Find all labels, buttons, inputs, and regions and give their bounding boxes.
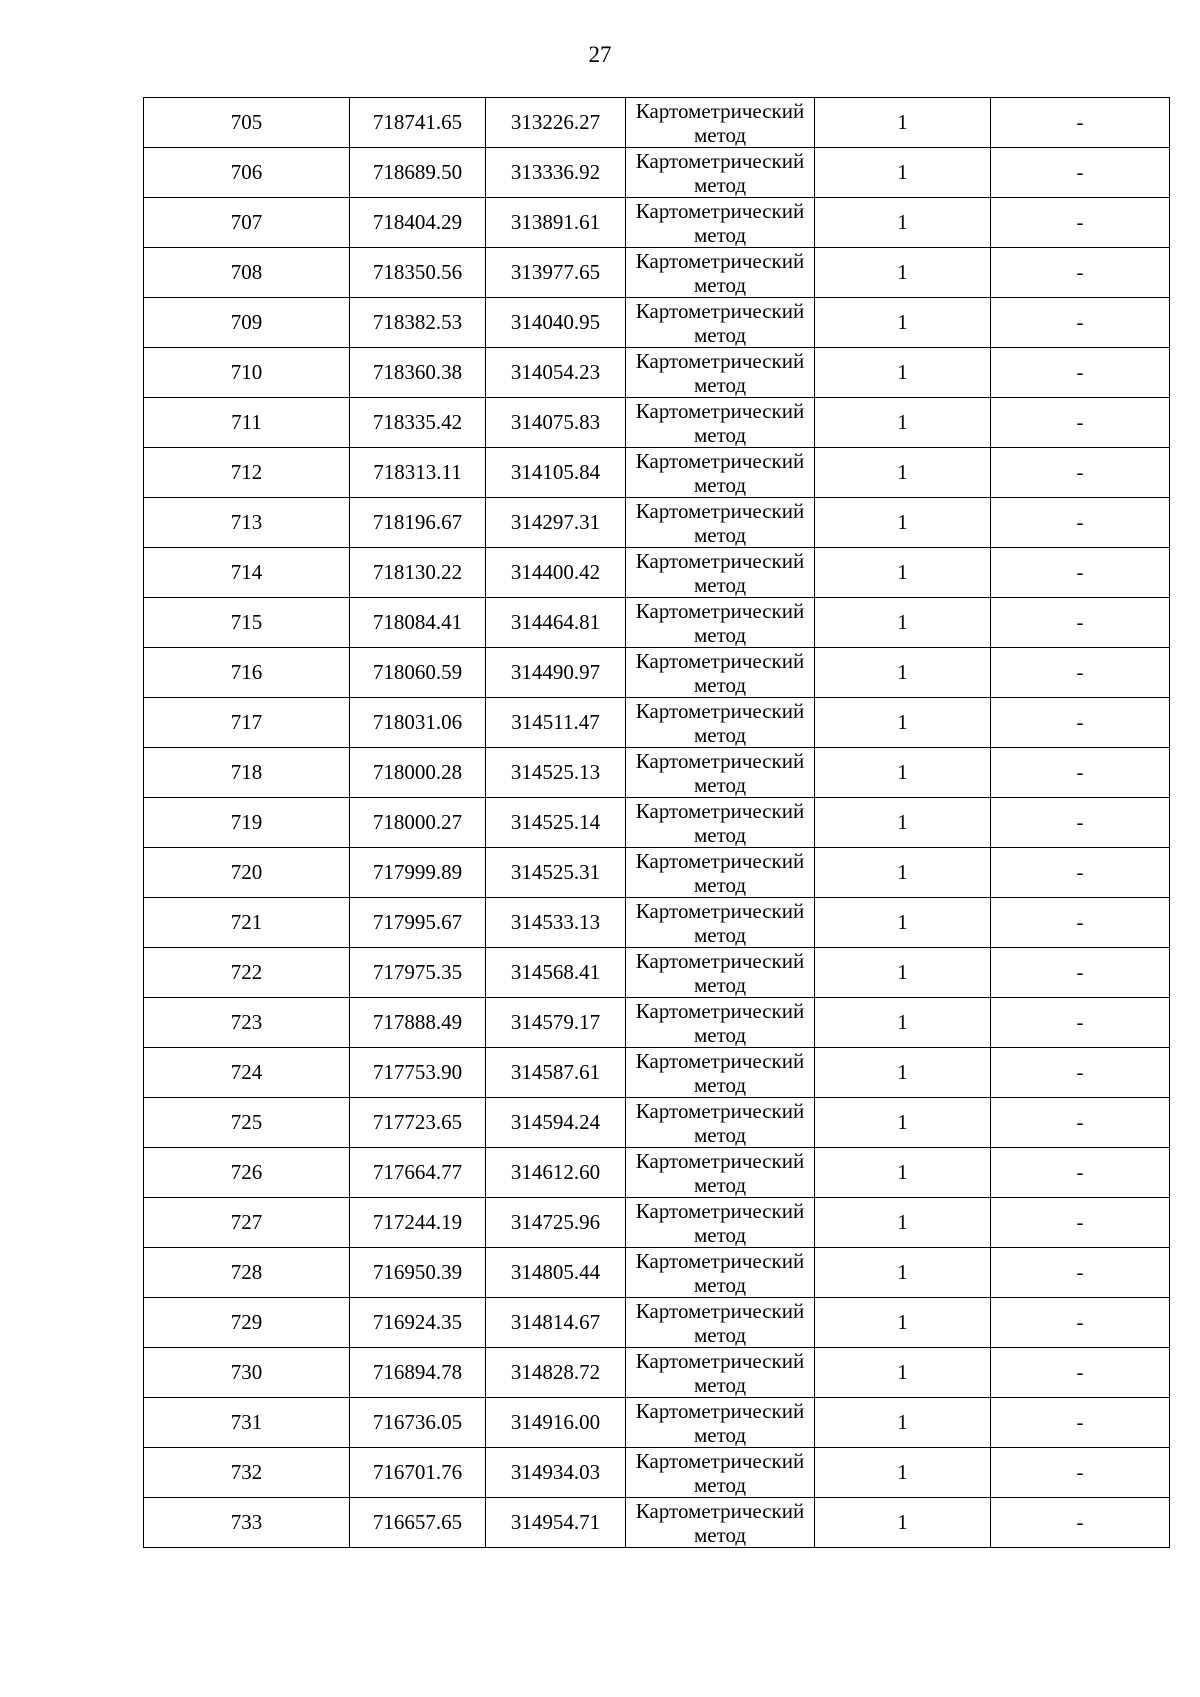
y-coordinate-cell: 314040.95 [486, 298, 626, 348]
note-cell: - [991, 698, 1170, 748]
note-cell: - [991, 1448, 1170, 1498]
method-cell [626, 1248, 815, 1298]
point-number-cell: 721 [144, 898, 350, 948]
table-row [144, 998, 1170, 1048]
table-row [144, 948, 1170, 998]
y-coordinate-cell: 314525.31 [486, 848, 626, 898]
y-coordinate-cell: 314934.03 [486, 1448, 626, 1498]
table-row [144, 1148, 1170, 1198]
x-coordinate-cell: 717888.49 [350, 998, 486, 1048]
method-line-1: Картометрический [635, 598, 805, 623]
y-coordinate-cell: 314725.96 [486, 1198, 626, 1248]
method-line-1: Картометрический [635, 998, 805, 1023]
method-line-2: метод [693, 772, 747, 797]
method-line-1: Картометрический [635, 98, 805, 123]
accuracy-cell: 1 [815, 148, 991, 198]
y-coordinate-cell: 314568.41 [486, 948, 626, 998]
accuracy-cell: 1 [815, 1348, 991, 1398]
method-line-2: метод [693, 122, 747, 147]
x-coordinate-cell: 718360.38 [350, 348, 486, 398]
page-number: 27 [588, 42, 612, 67]
method-line-2: метод [693, 622, 747, 647]
method-line-1: Картометрический [635, 898, 805, 923]
accuracy-cell: 1 [815, 1198, 991, 1248]
method-line-1: Картометрический [635, 498, 805, 523]
method-line-2: метод [693, 1372, 747, 1397]
table-row [144, 1098, 1170, 1148]
x-coordinate-cell: 716894.78 [350, 1348, 486, 1398]
point-number-cell: 726 [144, 1148, 350, 1198]
note-cell: - [991, 1398, 1170, 1448]
method-line-1: Картометрический [635, 698, 805, 723]
method-line-2: метод [693, 472, 747, 497]
point-number-cell: 705 [144, 98, 350, 148]
point-number-cell: 714 [144, 548, 350, 598]
method-cell [626, 398, 815, 448]
table-row [144, 98, 1170, 148]
note-cell: - [991, 98, 1170, 148]
table-row [144, 448, 1170, 498]
point-number-cell: 728 [144, 1248, 350, 1298]
table-row [144, 1448, 1170, 1498]
x-coordinate-cell: 718689.50 [350, 148, 486, 198]
method-line-1: Картометрический [635, 848, 805, 873]
x-coordinate-cell: 717995.67 [350, 898, 486, 948]
method-line-2: метод [693, 672, 747, 697]
point-number-cell: 732 [144, 1448, 350, 1498]
method-line-2: метод [693, 322, 747, 347]
method-line-1: Картометрический [635, 948, 805, 973]
x-coordinate-cell: 717723.65 [350, 1098, 486, 1148]
x-coordinate-cell: 718060.59 [350, 648, 486, 698]
x-coordinate-cell: 718404.29 [350, 198, 486, 248]
table-row [144, 1048, 1170, 1098]
point-number-cell: 731 [144, 1398, 350, 1448]
method-cell [626, 298, 815, 348]
y-coordinate-cell: 314511.47 [486, 698, 626, 748]
y-coordinate-cell: 313977.65 [486, 248, 626, 298]
accuracy-cell: 1 [815, 1098, 991, 1148]
x-coordinate-cell: 718350.56 [350, 248, 486, 298]
note-cell: - [991, 998, 1170, 1048]
method-line-1: Картометрический [635, 1048, 805, 1073]
method-line-1: Картометрический [635, 1298, 805, 1323]
table-row [144, 198, 1170, 248]
method-line-2: метод [693, 1022, 747, 1047]
accuracy-cell: 1 [815, 348, 991, 398]
table-row [144, 1198, 1170, 1248]
accuracy-cell: 1 [815, 648, 991, 698]
point-number-cell: 708 [144, 248, 350, 298]
note-cell: - [991, 248, 1170, 298]
method-cell [626, 1098, 815, 1148]
accuracy-cell: 1 [815, 998, 991, 1048]
note-cell: - [991, 1248, 1170, 1298]
method-line-1: Картометрический [635, 748, 805, 773]
x-coordinate-cell: 717999.89 [350, 848, 486, 898]
x-coordinate-cell: 718741.65 [350, 98, 486, 148]
note-cell: - [991, 398, 1170, 448]
table-row [144, 1398, 1170, 1448]
point-number-cell: 720 [144, 848, 350, 898]
method-cell [626, 998, 815, 1048]
x-coordinate-cell: 716701.76 [350, 1448, 486, 1498]
table-row [144, 398, 1170, 448]
accuracy-cell: 1 [815, 98, 991, 148]
x-coordinate-cell: 718084.41 [350, 598, 486, 648]
method-cell [626, 198, 815, 248]
method-line-1: Картометрический [635, 548, 805, 573]
x-coordinate-cell: 717664.77 [350, 1148, 486, 1198]
method-line-1: Картометрический [635, 248, 805, 273]
table-row [144, 248, 1170, 298]
y-coordinate-cell: 314814.67 [486, 1298, 626, 1348]
accuracy-cell: 1 [815, 1248, 991, 1298]
y-coordinate-cell: 313891.61 [486, 198, 626, 248]
x-coordinate-cell: 717975.35 [350, 948, 486, 998]
point-number-cell: 717 [144, 698, 350, 748]
point-number-cell: 707 [144, 198, 350, 248]
accuracy-cell: 1 [815, 198, 991, 248]
method-line-1: Картометрический [635, 298, 805, 323]
method-line-2: метод [693, 1422, 747, 1447]
table-row [144, 498, 1170, 548]
method-cell [626, 348, 815, 398]
note-cell: - [991, 898, 1170, 948]
method-line-1: Картометрический [635, 1448, 805, 1473]
accuracy-cell: 1 [815, 298, 991, 348]
method-cell [626, 1448, 815, 1498]
table-row [144, 898, 1170, 948]
note-cell: - [991, 1298, 1170, 1348]
accuracy-cell: 1 [815, 798, 991, 848]
point-number-cell: 716 [144, 648, 350, 698]
note-cell: - [991, 148, 1170, 198]
method-cell [626, 1148, 815, 1198]
y-coordinate-cell: 314525.13 [486, 748, 626, 798]
point-number-cell: 710 [144, 348, 350, 398]
point-number-cell: 715 [144, 598, 350, 648]
note-cell: - [991, 1148, 1170, 1198]
method-cell [626, 148, 815, 198]
y-coordinate-cell: 314105.84 [486, 448, 626, 498]
method-line-1: Картометрический [635, 798, 805, 823]
method-line-2: метод [693, 572, 747, 597]
point-number-cell: 722 [144, 948, 350, 998]
point-number-cell: 733 [144, 1498, 350, 1548]
accuracy-cell: 1 [815, 448, 991, 498]
method-line-2: метод [693, 1472, 747, 1497]
table-row [144, 1348, 1170, 1398]
method-line-2: метод [693, 872, 747, 897]
method-cell [626, 1498, 815, 1548]
method-cell [626, 848, 815, 898]
y-coordinate-cell: 314490.97 [486, 648, 626, 698]
accuracy-cell: 1 [815, 748, 991, 798]
point-number-cell: 713 [144, 498, 350, 548]
y-coordinate-cell: 314579.17 [486, 998, 626, 1048]
accuracy-cell: 1 [815, 1448, 991, 1498]
method-line-1: Картометрический [635, 1498, 805, 1523]
y-coordinate-cell: 313336.92 [486, 148, 626, 198]
x-coordinate-cell: 718000.27 [350, 798, 486, 848]
table-body [144, 98, 1170, 1548]
method-line-1: Картометрический [635, 148, 805, 173]
y-coordinate-cell: 314612.60 [486, 1148, 626, 1198]
note-cell: - [991, 1048, 1170, 1098]
point-number-cell: 727 [144, 1198, 350, 1248]
accuracy-cell: 1 [815, 248, 991, 298]
y-coordinate-cell: 314054.23 [486, 348, 626, 398]
x-coordinate-cell: 718335.42 [350, 398, 486, 448]
note-cell: - [991, 748, 1170, 798]
table-row [144, 548, 1170, 598]
method-line-1: Картометрический [635, 1098, 805, 1123]
accuracy-cell: 1 [815, 898, 991, 948]
point-number-cell: 718 [144, 748, 350, 798]
x-coordinate-cell: 717244.19 [350, 1198, 486, 1248]
point-number-cell: 725 [144, 1098, 350, 1148]
note-cell: - [991, 1098, 1170, 1148]
point-number-cell: 709 [144, 298, 350, 348]
note-cell: - [991, 1348, 1170, 1398]
method-cell [626, 748, 815, 798]
point-number-cell: 730 [144, 1348, 350, 1398]
method-cell [626, 248, 815, 298]
accuracy-cell: 1 [815, 598, 991, 648]
method-line-2: метод [693, 172, 747, 197]
method-line-2: метод [693, 222, 747, 247]
x-coordinate-cell: 717753.90 [350, 1048, 486, 1098]
y-coordinate-cell: 313226.27 [486, 98, 626, 148]
accuracy-cell: 1 [815, 948, 991, 998]
table-row [144, 798, 1170, 848]
method-line-1: Картометрический [635, 348, 805, 373]
method-cell [626, 898, 815, 948]
accuracy-cell: 1 [815, 1298, 991, 1348]
accuracy-cell: 1 [815, 1048, 991, 1098]
point-number-cell: 729 [144, 1298, 350, 1348]
method-line-1: Картометрический [635, 1148, 805, 1173]
note-cell: - [991, 598, 1170, 648]
method-line-2: метод [693, 922, 747, 947]
method-line-1: Картометрический [635, 1248, 805, 1273]
accuracy-cell: 1 [815, 1148, 991, 1198]
method-line-2: метод [693, 1322, 747, 1347]
accuracy-cell: 1 [815, 548, 991, 598]
y-coordinate-cell: 314594.24 [486, 1098, 626, 1148]
method-cell [626, 698, 815, 748]
method-line-1: Картометрический [635, 448, 805, 473]
note-cell: - [991, 1198, 1170, 1248]
y-coordinate-cell: 314587.61 [486, 1048, 626, 1098]
y-coordinate-cell: 314533.13 [486, 898, 626, 948]
note-cell: - [991, 448, 1170, 498]
method-cell [626, 1198, 815, 1248]
x-coordinate-cell: 716924.35 [350, 1298, 486, 1348]
table-row [144, 698, 1170, 748]
y-coordinate-cell: 314075.83 [486, 398, 626, 448]
accuracy-cell: 1 [815, 698, 991, 748]
note-cell: - [991, 198, 1170, 248]
method-cell [626, 1298, 815, 1348]
x-coordinate-cell: 718313.11 [350, 448, 486, 498]
x-coordinate-cell: 716736.05 [350, 1398, 486, 1448]
accuracy-cell: 1 [815, 1498, 991, 1548]
y-coordinate-cell: 314297.31 [486, 498, 626, 548]
y-coordinate-cell: 314828.72 [486, 1348, 626, 1398]
method-cell [626, 98, 815, 148]
table-row [144, 598, 1170, 648]
method-line-1: Картометрический [635, 1398, 805, 1423]
x-coordinate-cell: 716950.39 [350, 1248, 486, 1298]
note-cell: - [991, 548, 1170, 598]
point-number-cell: 724 [144, 1048, 350, 1098]
y-coordinate-cell: 314464.81 [486, 598, 626, 648]
note-cell: - [991, 848, 1170, 898]
method-cell [626, 948, 815, 998]
note-cell: - [991, 648, 1170, 698]
x-coordinate-cell: 718196.67 [350, 498, 486, 548]
y-coordinate-cell: 314400.42 [486, 548, 626, 598]
method-cell [626, 1398, 815, 1448]
accuracy-cell: 1 [815, 1398, 991, 1448]
method-cell [626, 448, 815, 498]
method-line-2: метод [693, 272, 747, 297]
note-cell: - [991, 948, 1170, 998]
method-line-2: метод [693, 1272, 747, 1297]
point-number-cell: 719 [144, 798, 350, 848]
table-row [144, 348, 1170, 398]
x-coordinate-cell: 718130.22 [350, 548, 486, 598]
accuracy-cell: 1 [815, 498, 991, 548]
method-cell [626, 648, 815, 698]
method-line-2: метод [693, 1172, 747, 1197]
method-line-2: метод [693, 1072, 747, 1097]
method-line-1: Картометрический [635, 398, 805, 423]
table-row [144, 298, 1170, 348]
accuracy-cell: 1 [815, 398, 991, 448]
note-cell: - [991, 348, 1170, 398]
method-cell [626, 548, 815, 598]
table-row [144, 148, 1170, 198]
table-row [144, 1248, 1170, 1298]
point-number-cell: 723 [144, 998, 350, 1048]
method-cell [626, 798, 815, 848]
coordinates-table [143, 97, 1170, 1548]
table-row [144, 848, 1170, 898]
table-row [144, 648, 1170, 698]
table-row [144, 1498, 1170, 1548]
method-line-2: метод [693, 972, 747, 997]
y-coordinate-cell: 314525.14 [486, 798, 626, 848]
y-coordinate-cell: 314805.44 [486, 1248, 626, 1298]
method-cell [626, 498, 815, 548]
method-line-2: метод [693, 522, 747, 547]
method-cell [626, 598, 815, 648]
note-cell: - [991, 498, 1170, 548]
point-number-cell: 706 [144, 148, 350, 198]
method-cell [626, 1048, 815, 1098]
x-coordinate-cell: 718031.06 [350, 698, 486, 748]
x-coordinate-cell: 718382.53 [350, 298, 486, 348]
note-cell: - [991, 298, 1170, 348]
method-line-1: Картометрический [635, 198, 805, 223]
method-line-2: метод [693, 722, 747, 747]
method-line-2: метод [693, 1522, 747, 1547]
method-line-2: метод [693, 1222, 747, 1247]
note-cell: - [991, 798, 1170, 848]
method-line-1: Картометрический [635, 648, 805, 673]
x-coordinate-cell: 716657.65 [350, 1498, 486, 1548]
method-cell [626, 1348, 815, 1398]
method-line-2: метод [693, 372, 747, 397]
method-line-2: метод [693, 422, 747, 447]
point-number-cell: 712 [144, 448, 350, 498]
table-row [144, 1298, 1170, 1348]
y-coordinate-cell: 314954.71 [486, 1498, 626, 1548]
x-coordinate-cell: 718000.28 [350, 748, 486, 798]
method-line-2: метод [693, 1122, 747, 1147]
method-line-1: Картометрический [635, 1348, 805, 1373]
accuracy-cell: 1 [815, 848, 991, 898]
note-cell: - [991, 1498, 1170, 1548]
point-number-cell: 711 [144, 398, 350, 448]
method-line-2: метод [693, 822, 747, 847]
y-coordinate-cell: 314916.00 [486, 1398, 626, 1448]
table-row [144, 748, 1170, 798]
method-line-1: Картометрический [635, 1198, 805, 1223]
